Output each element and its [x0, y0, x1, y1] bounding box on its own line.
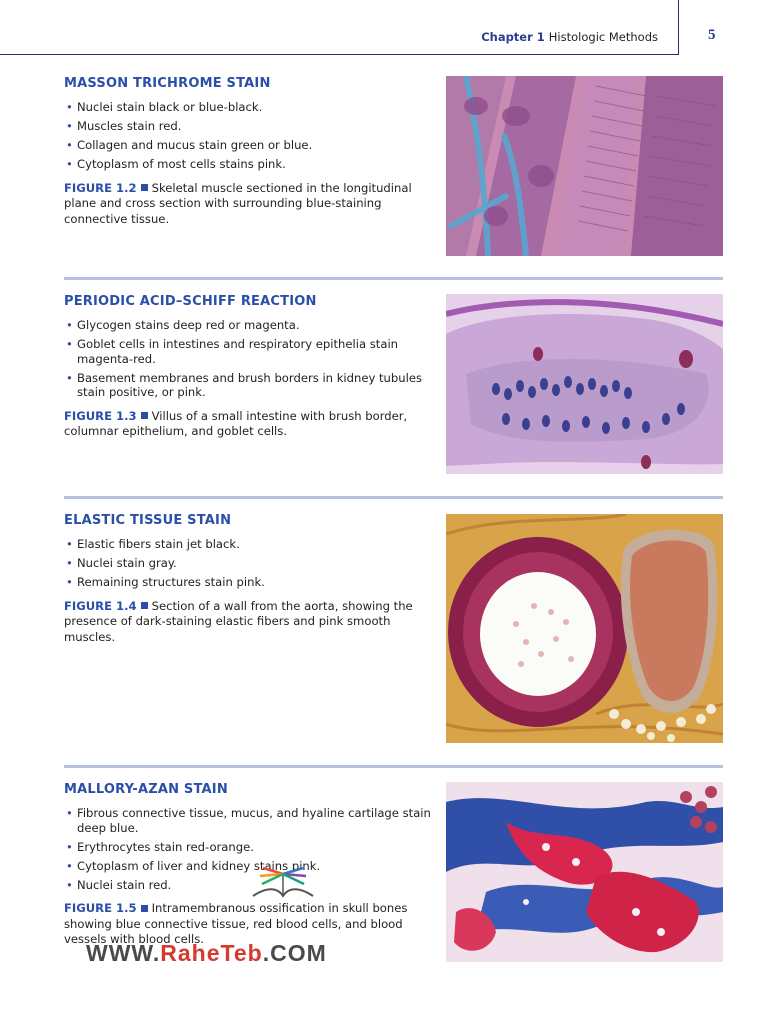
- bullet-item: • Glycogen stains deep red or magenta.: [64, 318, 434, 333]
- section-divider: [64, 277, 723, 280]
- section-title: MASSON TRICHROME STAIN: [64, 76, 271, 91]
- bullet-list: [64, 318, 434, 400]
- square-bullet-icon: [141, 602, 148, 609]
- bullet-item: • Cytoplasm of liver and kidney stains pink.: [64, 859, 434, 874]
- page-number: 5: [708, 27, 716, 43]
- section-periodic-acid-schiff: [64, 294, 434, 440]
- square-bullet-icon: [141, 412, 148, 419]
- figure-caption: [64, 409, 434, 440]
- section-title: MALLORY-AZAN STAIN: [64, 782, 228, 797]
- caption-text: Section of a wall from the aorta, showing the presence of dark-staining elastic fibers and pink smooth muscles.: [64, 598, 413, 644]
- header-vertical-rule: [678, 0, 679, 55]
- header-rule: [0, 54, 678, 55]
- square-bullet-icon: [141, 905, 148, 912]
- section-title: PERIODIC ACID–SCHIFF REACTION: [64, 294, 317, 309]
- figure-label: FIGURE 1.2: [64, 180, 137, 195]
- figure-caption: [64, 181, 434, 228]
- bullet-item: • Muscles stain red.: [64, 119, 434, 134]
- section-divider: [64, 765, 723, 768]
- caption-text: Intramembranous ossification in skull bones showing blue connective tissue, red blood cells, and blood vessels with blood cells.: [64, 901, 408, 946]
- watermark-suffix: .COM: [262, 940, 327, 966]
- chapter-title: Histologic Methods: [548, 30, 658, 44]
- bullet-item: • Fibrous connective tissue, mucus, and hyaline cartilage stain deep blue.: [64, 806, 434, 835]
- watermark-prefix: WWW.: [86, 940, 161, 966]
- figure-label: FIGURE 1.3: [64, 408, 137, 423]
- bullet-item: • Nuclei stain red.: [64, 878, 434, 893]
- bullet-item: • Remaining structures stain pink.: [64, 575, 434, 590]
- bullet-item: • Goblet cells in intestines and respiratory epithelia stain magenta-red.: [64, 337, 434, 366]
- figure-label: FIGURE 1.5: [64, 901, 137, 915]
- bullet-list: [64, 537, 434, 590]
- bullet-item: • Nuclei stain gray.: [64, 556, 434, 571]
- micrograph-intramembranous-ossification: [446, 782, 723, 962]
- micrograph-aorta-wall: [446, 514, 723, 743]
- bullet-item: • Erythrocytes stain red-orange.: [64, 840, 434, 855]
- square-bullet-icon: [141, 184, 148, 191]
- bullet-item: • Collagen and mucus stain green or blue.: [64, 138, 434, 153]
- micrograph-intestinal-villus: [446, 294, 723, 474]
- section-title: ELASTIC TISSUE STAIN: [64, 513, 232, 528]
- section-divider: [64, 496, 723, 499]
- section-masson-trichrome: [64, 76, 434, 227]
- chapter-label: Chapter 1: [481, 30, 545, 44]
- caption-text: Villus of a small intestine with brush border, columnar epithelium, and goblet cells.: [64, 408, 408, 438]
- watermark-brand: RaheTeb: [160, 940, 263, 966]
- section-elastic-tissue: [64, 513, 434, 645]
- watermark-book-logo-icon: [248, 866, 318, 910]
- micrograph-skeletal-muscle: [446, 76, 723, 256]
- figure-caption: [64, 599, 434, 646]
- bullet-list: [64, 100, 434, 172]
- bullet-item: • Nuclei stain black or blue-black.: [64, 100, 434, 115]
- watermark-text: [86, 940, 327, 967]
- section-mallory-azan: [64, 782, 434, 948]
- bullet-item: • Basement membranes and brush borders in kidney tubules stain positive, or pink.: [64, 371, 434, 400]
- bullet-item: • Cytoplasm of most cells stains pink.: [64, 157, 434, 172]
- running-header: [470, 30, 658, 44]
- caption-text: Skeletal muscle sectioned in the longitudinal plane and cross section with surrounding blue-staining connective tissue.: [64, 180, 412, 226]
- figure-label: FIGURE 1.4: [64, 598, 137, 613]
- bullet-item: • Elastic fibers stain jet black.: [64, 537, 434, 552]
